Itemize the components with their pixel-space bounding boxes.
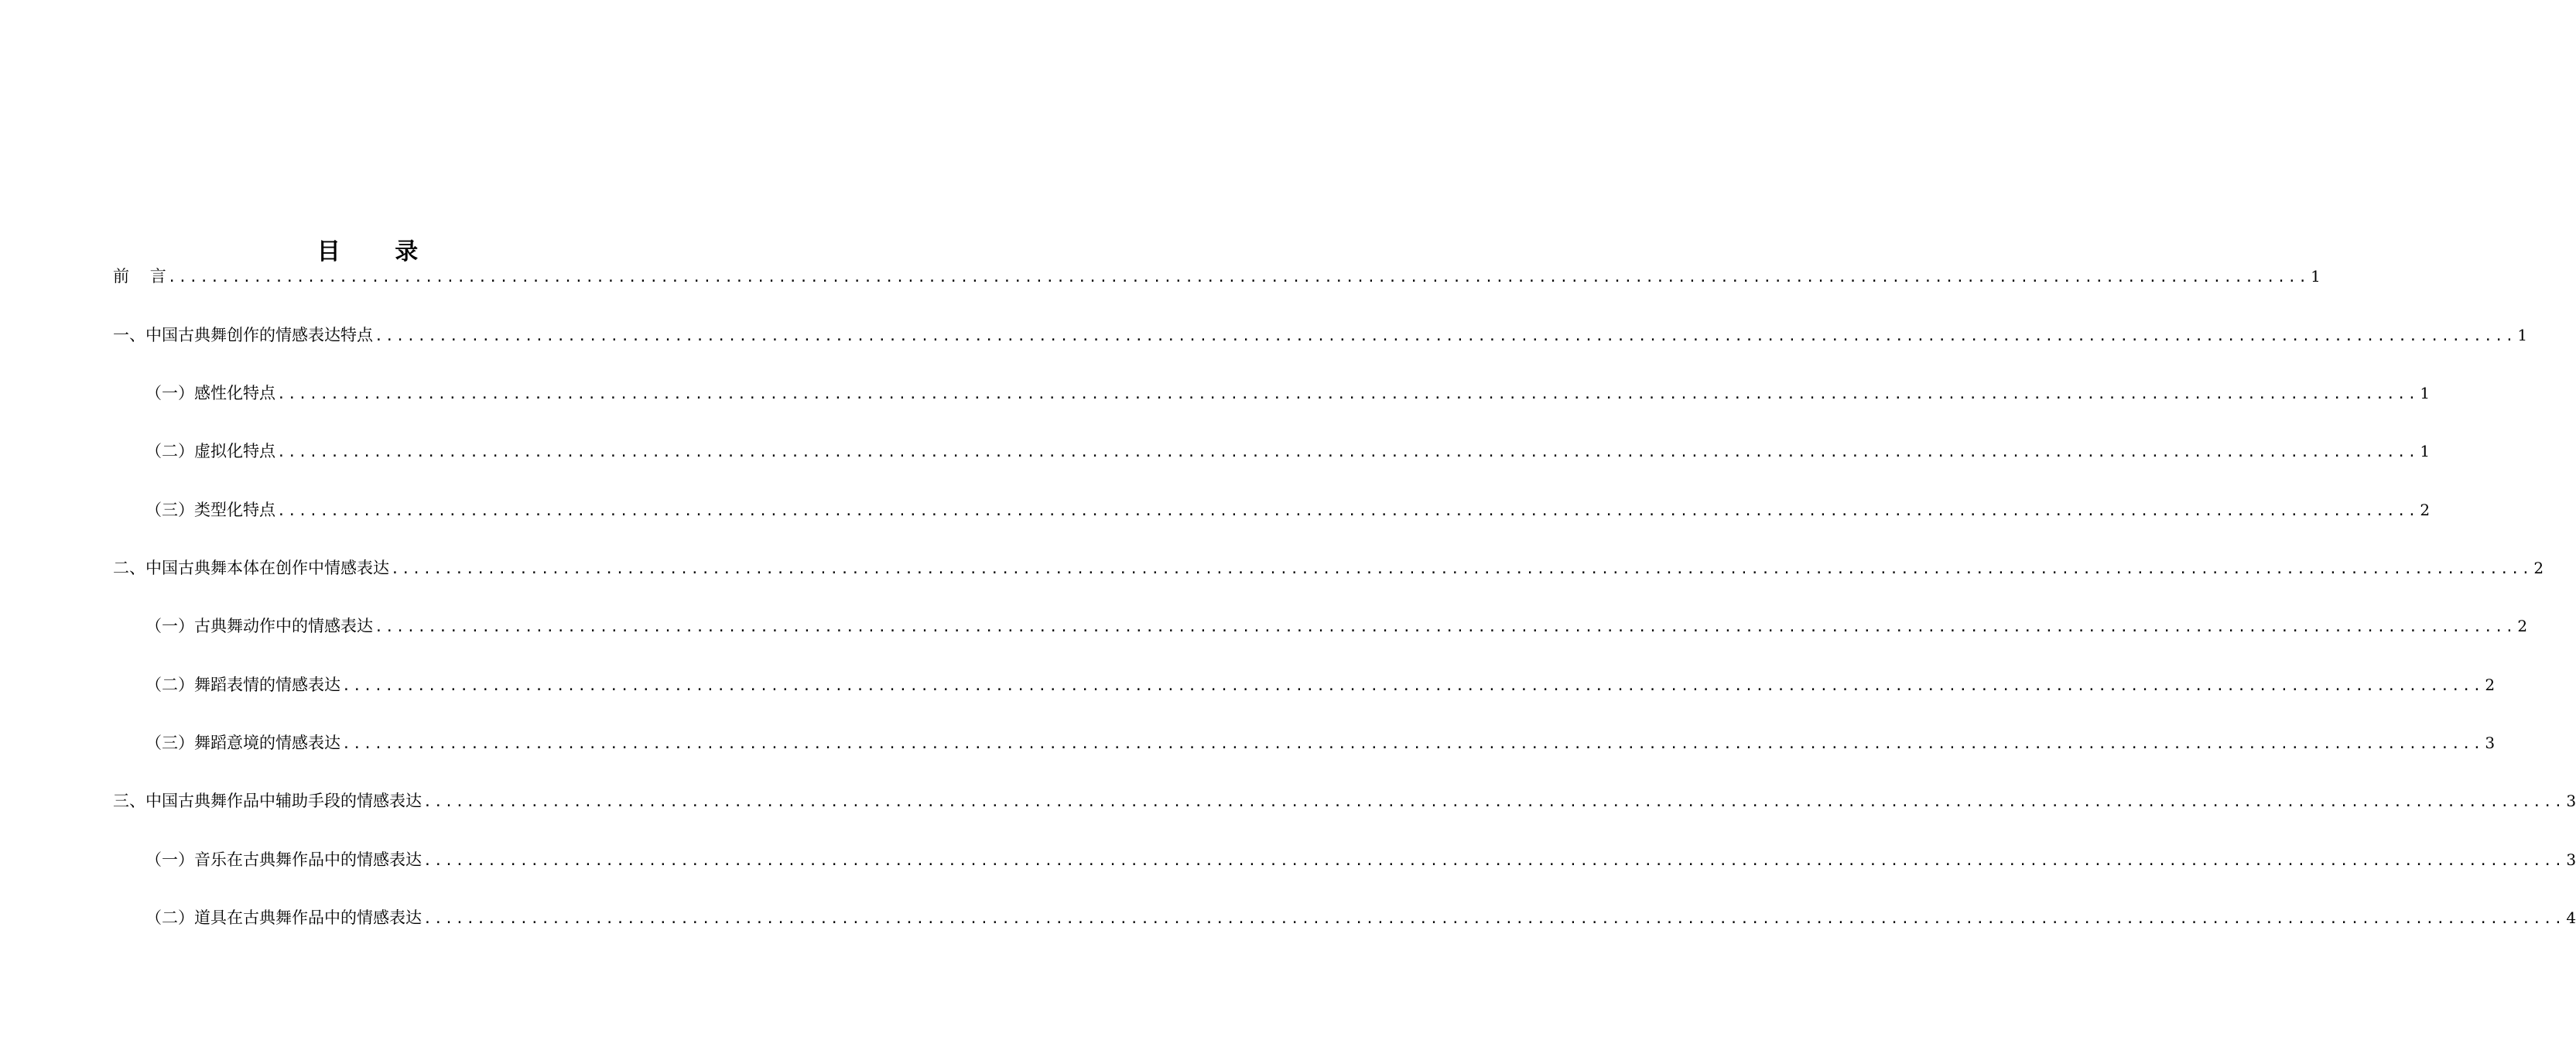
toc-entry-label: （一）音乐在古典舞作品中的情感表达: [145, 850, 422, 869]
toc-leader-dots: ........................................................................................................................................................................................................: [277, 386, 2419, 402]
toc-entry-label: （二）道具在古典舞作品中的情感表达: [145, 908, 422, 927]
toc-entry-section-3[interactable]: [113, 784, 2576, 818]
toc-entry-page: 2: [2517, 617, 2528, 635]
toc-entry-section-1-1[interactable]: [145, 376, 2431, 410]
toc-entry-section-3-1[interactable]: [145, 843, 2576, 877]
toc-entry-page: 1: [2420, 442, 2431, 460]
toc-entry-label: （三）舞蹈意境的情感表达: [145, 734, 340, 752]
toc-leader-dots: ........................................................................................................................................................................................................: [423, 911, 2565, 927]
toc-leader-dots: ........................................................................................................................................................................................................: [375, 328, 2516, 344]
toc-entry-page: 1: [2517, 326, 2528, 344]
toc-leader-dots: ........................................................................................................................................................................................................: [375, 619, 2516, 635]
toc-entry-label: 一、中国古典舞创作的情感表达特点: [113, 326, 373, 344]
toc-leader-dots: ........................................................................................................................................................................................................: [391, 561, 2533, 577]
toc-entry-page: 2: [2533, 559, 2544, 577]
toc-entry-label: （二）舞蹈表情的情感表达: [145, 676, 340, 694]
toc-leader-dots: ........................................................................................................................................................................................................: [342, 736, 2484, 752]
toc-entry-page: 3: [2566, 850, 2576, 869]
toc-entry-section-2[interactable]: [113, 551, 2544, 585]
toc-entry-page: 1: [2311, 267, 2321, 286]
toc-entry-page: 2: [2420, 501, 2431, 519]
toc-entry-section-3-2[interactable]: [145, 901, 2576, 935]
toc-entry-label: 二、中国古典舞本体在创作中情感表达: [113, 559, 389, 577]
toc-entry-label: （三）类型化特点: [145, 501, 275, 519]
toc-entry-page: 2: [2485, 676, 2496, 694]
toc-entry-page: 1: [2420, 384, 2431, 402]
toc-entry-section-2-1[interactable]: [145, 609, 2528, 643]
toc-entry-page: 3: [2485, 734, 2496, 752]
toc-leader-dots: ........................................................................................................................................................................................................: [423, 794, 2565, 810]
toc-entry-section-2-3[interactable]: [145, 726, 2496, 760]
toc-entry-section-1-3[interactable]: [145, 493, 2431, 527]
toc-leader-dots: ........................................................................................................................................................................................................: [277, 444, 2419, 460]
toc-entry-preface[interactable]: [113, 259, 2321, 293]
toc-leader-dots: ........................................................................................................................................................................................................: [167, 269, 2310, 286]
toc-leader-dots: ........................................................................................................................................................................................................: [423, 853, 2565, 869]
toc-entry-page: 3: [2566, 792, 2576, 810]
toc-entry-section-1[interactable]: [113, 318, 2528, 352]
toc-leader-dots: ........................................................................................................................................................................................................: [342, 678, 2484, 694]
toc-entry-label: （二）虚拟化特点: [145, 442, 275, 460]
toc-entry-section-2-2[interactable]: [145, 668, 2496, 702]
toc-leader-dots: ........................................................................................................................................................................................................: [277, 503, 2419, 519]
toc-entry-label: 前 言: [113, 267, 166, 286]
toc-entry-section-1-2[interactable]: [145, 434, 2431, 468]
toc-title: 目 录: [316, 238, 442, 266]
toc-entry-label: （一）古典舞动作中的情感表达: [145, 617, 373, 635]
toc-entry-page: 4: [2566, 908, 2576, 927]
toc-entry-label: 三、中国古典舞作品中辅助手段的情感表达: [113, 792, 422, 810]
toc-entry-label: （一）感性化特点: [145, 384, 275, 402]
